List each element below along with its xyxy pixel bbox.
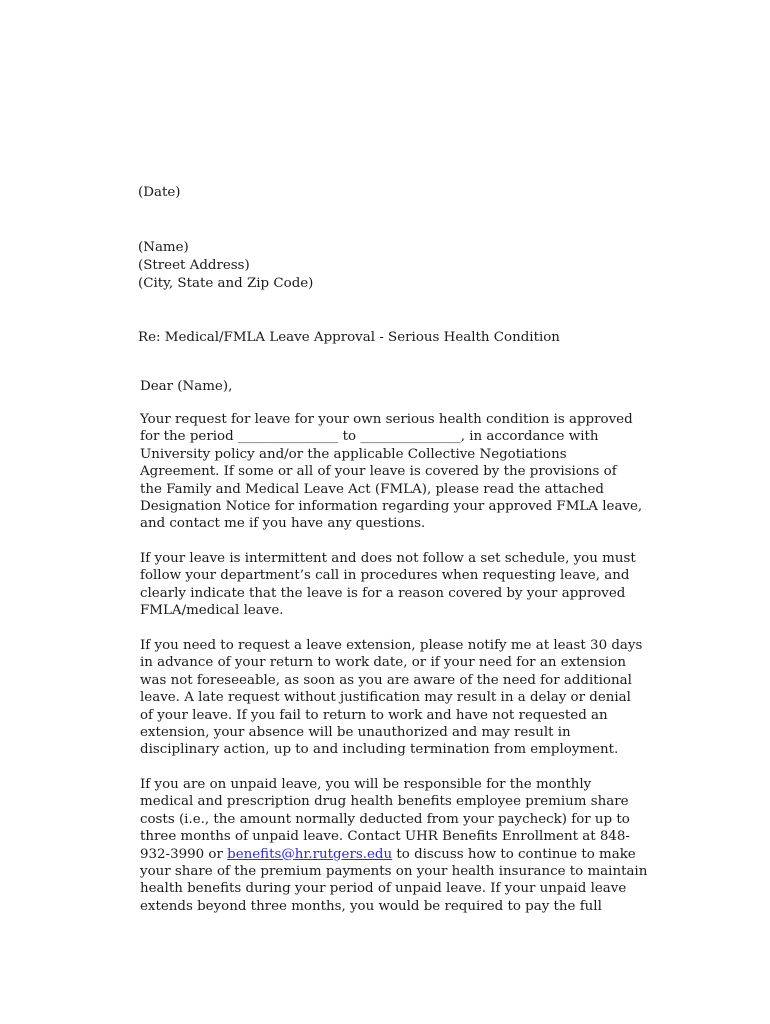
paragraph-unpaid-leave (140, 776, 670, 915)
paragraph-line: extends beyond three months, you would be required to pay the full (140, 898, 602, 914)
paragraph-line: of your leave. If you fail to return to work and have not requested an (140, 707, 608, 723)
recipient-name: (Name) (138, 240, 189, 255)
recipient-street: (Street Address) (138, 258, 250, 273)
paragraph-line: leave. A late request without justification may result in a delay or denial (140, 690, 631, 706)
paragraph-line: Agreement. If some or all of your leave is covered by the provisions of (140, 464, 617, 480)
paragraph-line: the Family and Medical Leave Act (FMLA), please read the attached (140, 481, 604, 497)
paragraph-line: disciplinary action, up to and including termination from employment. (140, 742, 619, 758)
paragraph-line: three months of unpaid leave. Contact UHR Benefits Enrollment at 848- (140, 829, 630, 845)
paragraph-line: health benefits during your period of unpaid leave. If your unpaid leave (140, 881, 627, 897)
paragraph-line: follow your department’s call in procedures when requesting leave, and (140, 568, 630, 584)
subject-line: Re: Medical/FMLA Leave Approval - Serious Health Condition (138, 330, 560, 345)
paragraph-line: and contact me if you have any questions. (140, 516, 426, 532)
paragraph-line: was not foreseeable, as soon as you are aware of the need for additional (140, 672, 632, 688)
paragraph-line: your share of the premium payments on your health insurance to maintain (140, 864, 648, 880)
paragraph-line: in advance of your return to work date, or if your need for an extension (140, 655, 626, 671)
paragraph-extension (140, 637, 670, 759)
paragraph-line: clearly indicate that the leave is for a reason covered by your approved (140, 585, 626, 601)
paragraph-approval (140, 411, 670, 533)
benefits-email-link[interactable]: benefits@hr.rutgers.edu (227, 846, 393, 862)
paragraph-line: Your request for leave for your own serious health condition is approved (140, 412, 633, 427)
paragraph-line: University policy and/or the applicable Collective Negotiations (140, 446, 567, 462)
recipient-city: (City, State and Zip Code) (138, 276, 314, 291)
salutation: Dear (Name), (140, 379, 233, 394)
link-prefix-text: 932-3990 or (140, 846, 228, 862)
paragraph-line: FMLA/medical leave. (140, 603, 284, 619)
date-placeholder: (Date) (138, 185, 181, 200)
paragraph-intermittent (140, 550, 670, 620)
paragraph-line: for the period _______________ to _______________, in accordance with (140, 429, 599, 445)
paragraph-line: If you are on unpaid leave, you will be responsible for the monthly (140, 777, 592, 792)
link-suffix-text: to discuss how to continue to make (392, 846, 636, 862)
paragraph-line: medical and prescription drug health benefits employee premium share (140, 794, 629, 810)
paragraph-line: costs (i.e., the amount normally deducted from your paycheck) for up to (140, 811, 630, 827)
paragraph-line-with-link (140, 846, 670, 863)
paragraph-line: If you need to request a leave extension, please notify me at least 30 days (140, 638, 643, 653)
paragraph-line: extension, your absence will be unauthorized and may result in (140, 725, 571, 741)
paragraph-line: If your leave is intermittent and does not follow a set schedule, you must (140, 551, 636, 566)
paragraph-line: Designation Notice for information regarding your approved FMLA leave, (140, 499, 643, 515)
